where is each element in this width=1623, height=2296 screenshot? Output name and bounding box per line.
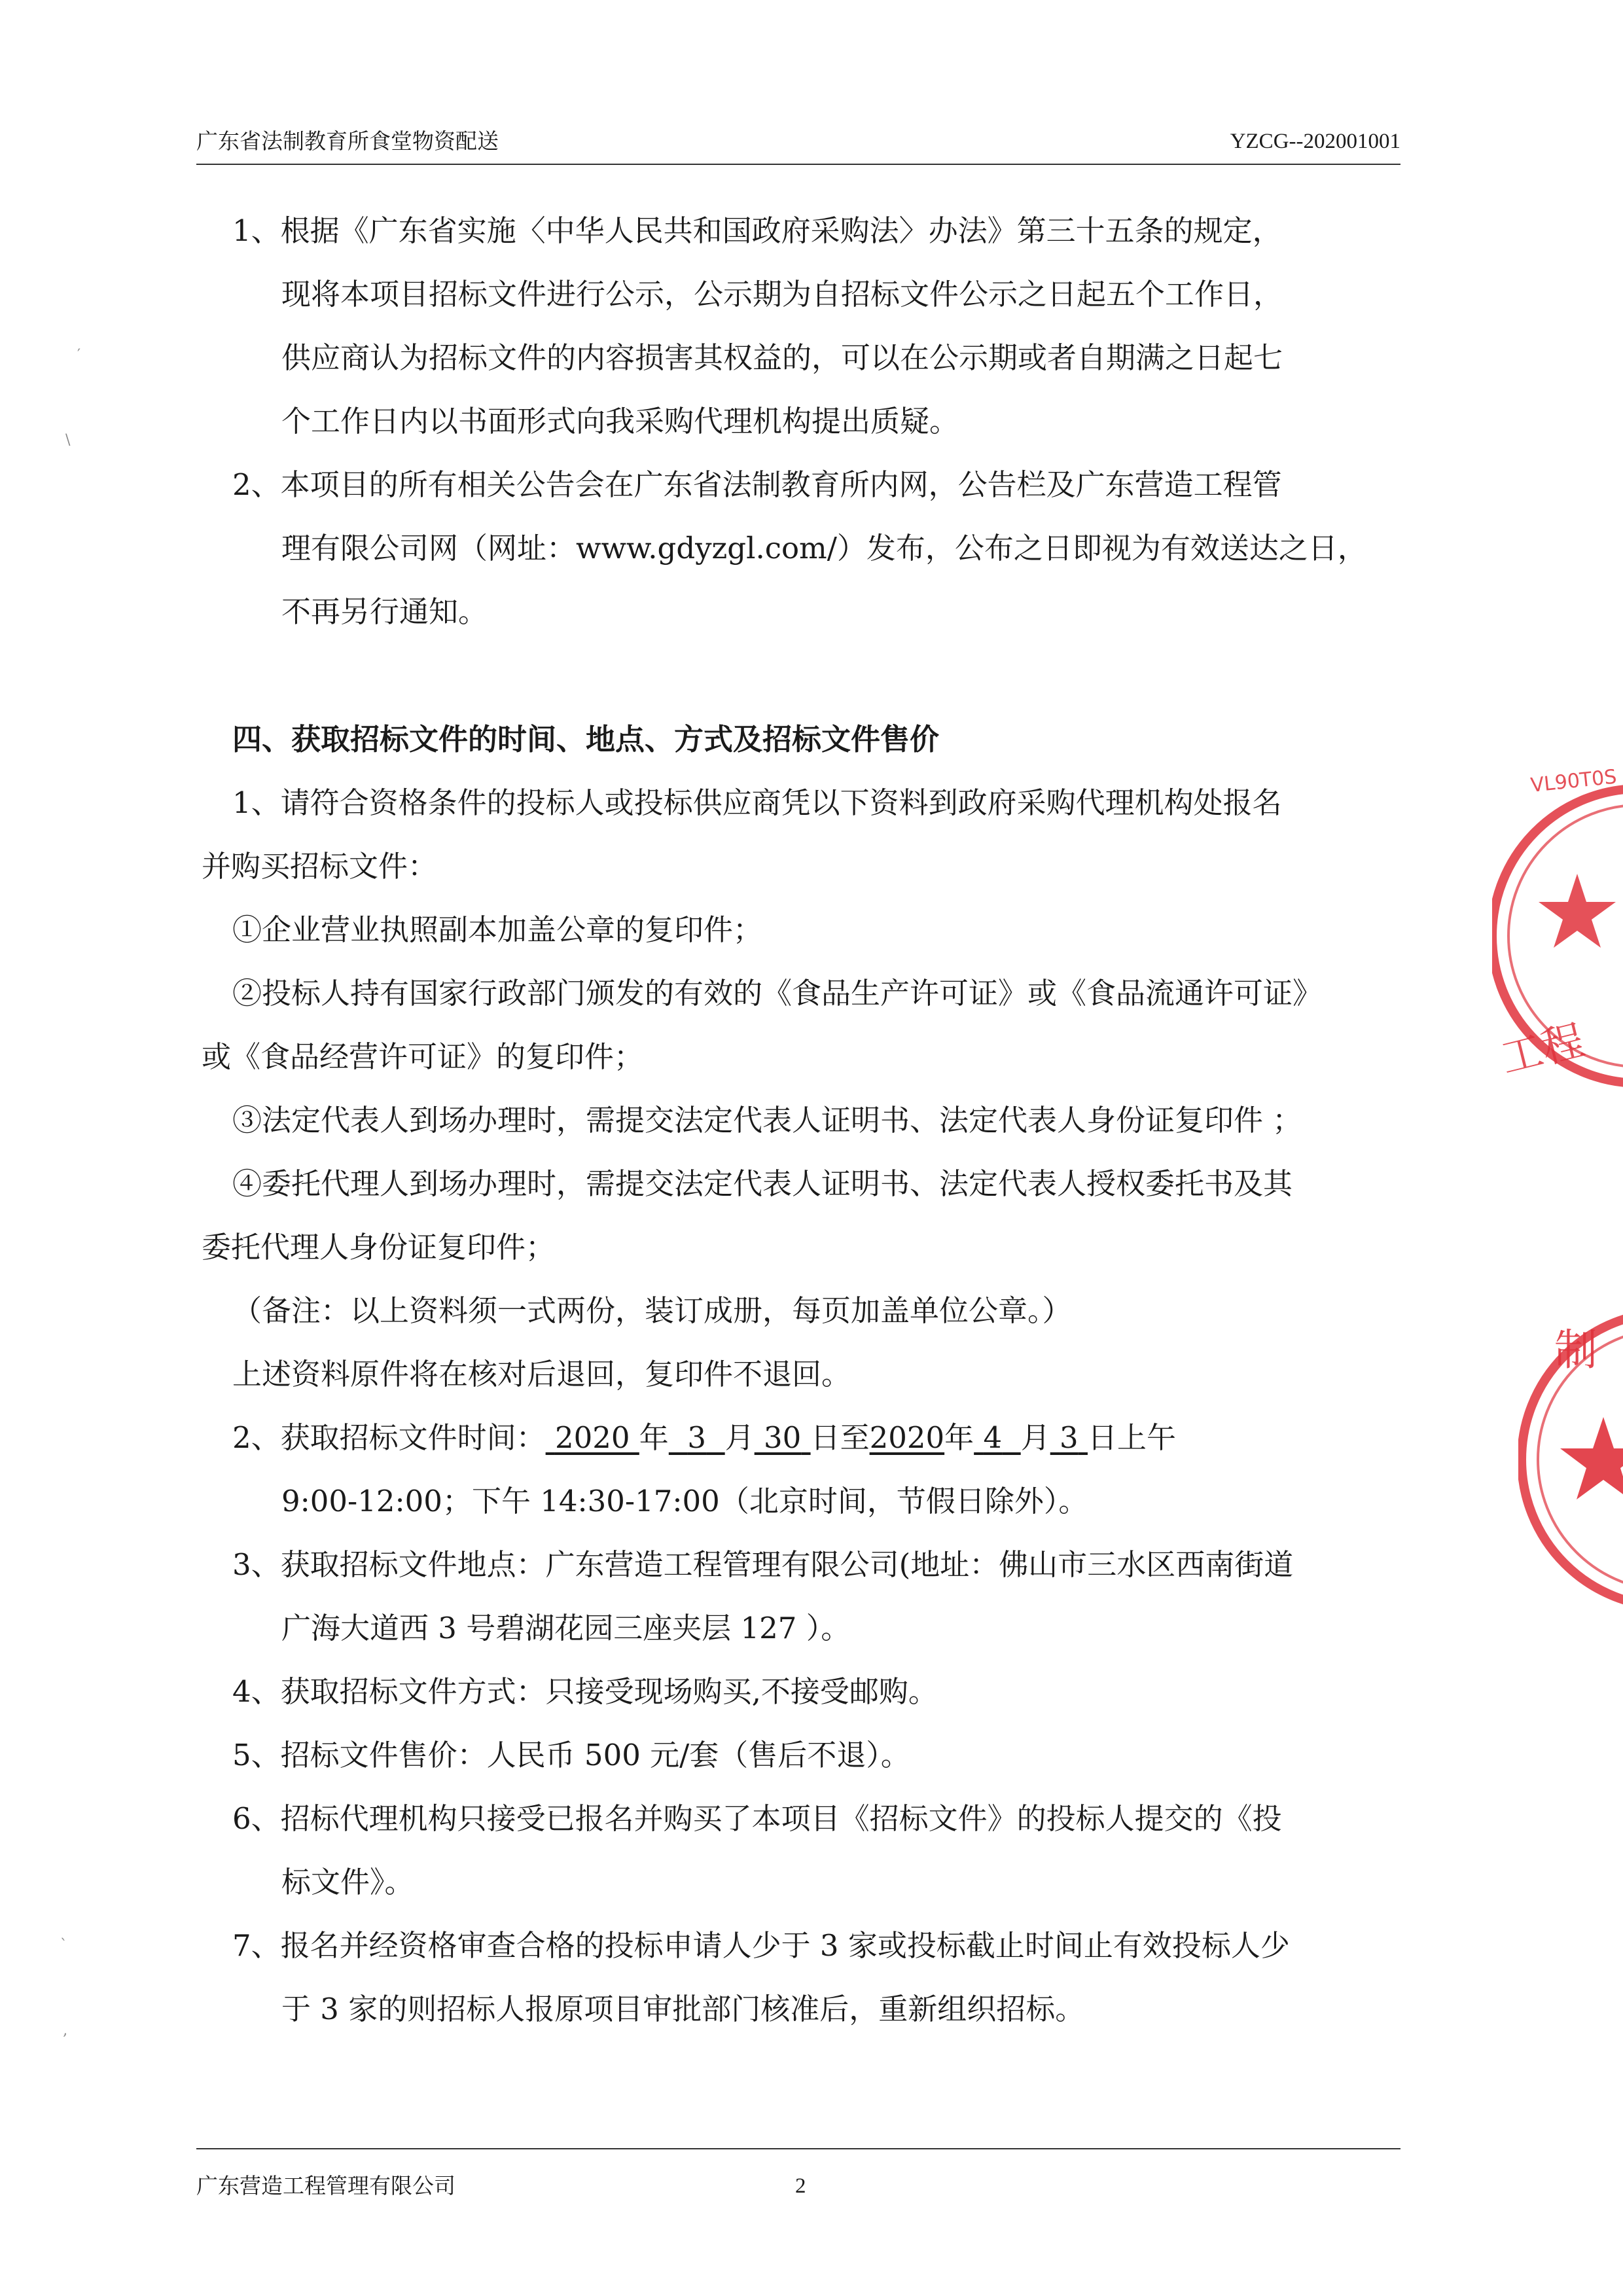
body-line: （备注：以上资料须一式两份，装订成册，每页加盖单位公章。） (232, 1293, 1072, 1328)
body-line: ③法定代表人到场办理时，需提交法定代表人证明书、法定代表人身份证复印件 ； (232, 1103, 1302, 1138)
body-line: 4、获取招标文件方式：只接受现场购买,不接受邮购。 (232, 1674, 938, 1709)
body-line: 供应商认为招标文件的内容损害其权益的，可以在公示期或者自期满之日起七 (281, 340, 1283, 375)
body-line: 标文件》。 (281, 1865, 414, 1899)
body-line: 个工作日内以书面形式向我采购代理机构提出质疑。 (281, 404, 959, 439)
footer-rule (196, 2148, 1400, 2149)
company-seal-top (1492, 753, 1623, 1119)
body-line: 广海大道西 3 号碧湖花园三座夹层 127 ）。 (281, 1611, 851, 1645)
company-seal-bottom (1518, 1283, 1623, 1636)
body-line: 并购买招标文件： (202, 849, 438, 884)
body-line: ④委托代理人到场办理时，需提交法定代表人证明书、法定代表人授权委托书及其 (232, 1166, 1293, 1201)
section-heading: 四、获取招标文件的时间、地点、方式及招标文件售价 (232, 722, 940, 757)
time-line: 2、获取招标文件时间： 2020 年 3 月 30 日至2020年 4 月 3 日上午 (232, 1420, 1176, 1455)
svg-text:VL90T0S: VL90T0S (1529, 765, 1618, 797)
body-line: 9:00-12:00；下午 14:30-17:00（北京时间，节假日除外）。 (281, 1484, 1088, 1518)
body-line: 5、招标文件售价：人民币 500 元/套（售后不退）。 (232, 1738, 910, 1772)
header-project-code: YZCG--202001001 (1230, 130, 1400, 153)
body-line: 不再另行通知。 (281, 594, 488, 629)
body-line: 现将本项目招标文件进行公示，公示期为自招标文件公示之日起五个工作日， (281, 277, 1283, 312)
header-rule (196, 164, 1400, 165)
body-line: 委托代理人身份证复印件； (202, 1230, 556, 1265)
body-line: 于 3 家的则招标人报原项目审批部门核准后，重新组织招标。 (281, 1992, 1085, 2026)
page-number: 2 (795, 2174, 806, 2198)
scan-mark: ‚ (63, 2022, 67, 2039)
scan-mark: ′ (77, 347, 80, 363)
body-line: 7、报名并经资格审查合格的投标申请人少于 3 家或投标截止时间止有效投标人少 (232, 1928, 1290, 1963)
body-line: 3、获取招标文件地点：广东营造工程管理有限公司(地址：佛山市三水区西南街道 (232, 1547, 1294, 1582)
body-line: ②投标人持有国家行政部门颁发的有效的《食品生产许可证》或《食品流通许可证》 (232, 976, 1323, 1011)
body-line: 1、根据《广东省实施〈中华人民共和国政府采购法〉办法》第三十五条的规定， (232, 213, 1282, 248)
svg-text:工程: 工程 (1495, 1016, 1590, 1084)
footer-company: 广东营造工程管理有限公司 (196, 2173, 455, 2198)
seal-star-icon (1560, 1417, 1623, 1499)
body-line: 1、请符合资格条件的投标人或投标供应商凭以下资料到政府采购代理机构处报名 (232, 785, 1282, 820)
body-line: 6、招标代理机构只接受已报名并购买了本项目《招标文件》的投标人提交的《投 (232, 1801, 1282, 1836)
body-line: ①企业营业执照副本加盖公章的复印件； (232, 912, 763, 947)
scan-mark: ` (60, 1937, 67, 1954)
header-document-title: 广东省法制教育所食堂物资配送 (196, 128, 499, 154)
body-line: 上述资料原件将在核对后退回，复印件不退回。 (232, 1357, 851, 1391)
seal-star-icon (1539, 874, 1616, 948)
body-line: 或《食品经营许可证》的复印件； (202, 1039, 644, 1074)
scan-mark: \ (65, 432, 71, 448)
body-line: 理有限公司网（网址：www.gdyzgl.com/）发布，公布之日即视为有效送达之日， (281, 531, 1367, 565)
svg-text:制: 制 (1554, 1325, 1597, 1375)
body-line: 2、本项目的所有相关公告会在广东省法制教育所内网，公告栏及广东营造工程管 (232, 467, 1282, 502)
